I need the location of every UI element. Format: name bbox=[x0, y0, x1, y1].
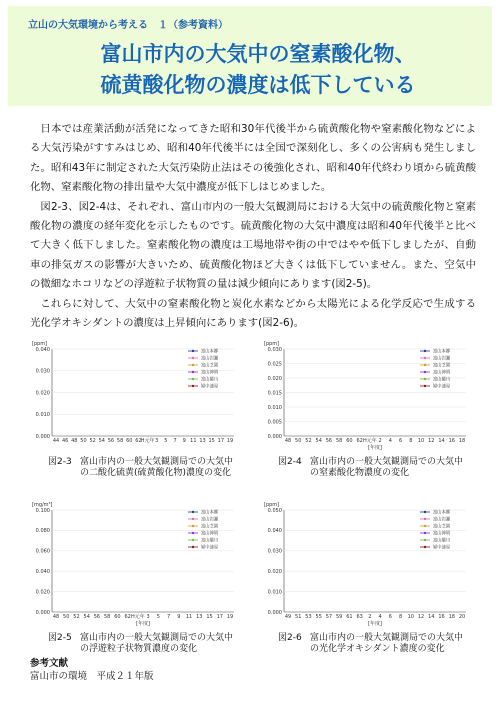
caption-line2: の光化学オキシダント濃度の変化 bbox=[310, 644, 445, 654]
legend-label: 富山岩瀬 bbox=[201, 356, 219, 362]
figure-2-6 bbox=[262, 498, 472, 628]
x-tick-label: 10 bbox=[417, 438, 425, 444]
y-tick-label: 0.000 bbox=[35, 433, 50, 440]
x-tick-label: 53 bbox=[305, 614, 312, 620]
legend-label: 富山本郷 bbox=[433, 349, 451, 355]
x-tick-label: 46 bbox=[61, 438, 69, 444]
x-tick-label: 20 bbox=[458, 614, 466, 620]
x-tick-label: 50 bbox=[295, 438, 302, 444]
legend-label: 富山岩瀬 bbox=[201, 517, 219, 523]
x-tick-label: 63 bbox=[356, 614, 363, 620]
x-tick-label: 3 bbox=[155, 438, 159, 444]
legend-label: 富山神明 bbox=[433, 531, 451, 537]
y-tick-label: 0.100 bbox=[35, 507, 50, 514]
caption-line1: 富山市内の一般大気観測局での大気中 bbox=[310, 457, 464, 467]
chart-nox bbox=[262, 337, 472, 452]
legend-label: 婦中速星 bbox=[201, 545, 219, 551]
series-kicker: 立山の大気環境から考える １（参考資料） bbox=[28, 20, 228, 31]
legend-marker bbox=[424, 350, 426, 352]
x-tick-label: 4 bbox=[378, 614, 382, 620]
legend-label: 婦中速星 bbox=[201, 384, 219, 390]
x-tick-label: 54 bbox=[83, 614, 90, 620]
x-tick-label: 54 bbox=[98, 438, 105, 444]
legend-label: 富山芝園 bbox=[201, 524, 219, 530]
x-tick-label: 57 bbox=[325, 614, 333, 620]
caption-2-3 bbox=[48, 457, 233, 479]
x-tick-label: 60 bbox=[346, 438, 353, 444]
x-tick-label: 44 bbox=[52, 438, 60, 444]
y-tick-label: 0.040 bbox=[35, 569, 50, 575]
legend-marker bbox=[424, 518, 426, 520]
legend-marker bbox=[192, 364, 194, 366]
axis-unit: [ppm] bbox=[264, 341, 280, 347]
legend-marker bbox=[192, 385, 194, 387]
legend-label: 富山芝園 bbox=[201, 363, 219, 369]
y-tick-label: 0.030 bbox=[267, 548, 282, 555]
y-tick-label: 0.020 bbox=[267, 569, 282, 575]
legend-marker bbox=[192, 518, 194, 520]
y-tick-label: 0.040 bbox=[35, 346, 50, 353]
y-tick-label: 0.005 bbox=[267, 419, 282, 426]
chart-spm bbox=[30, 498, 240, 628]
x-tick-label: 48 bbox=[284, 438, 292, 444]
legend-label: 富山岩瀬 bbox=[433, 356, 451, 362]
y-tick-label: 0.015 bbox=[267, 390, 282, 397]
legend-marker bbox=[424, 371, 426, 373]
y-tick-label: 0.050 bbox=[267, 507, 282, 514]
x-tick-label: 52 bbox=[89, 438, 96, 444]
x-tick-label: 59 bbox=[335, 614, 343, 620]
x-tick-label: 51 bbox=[295, 614, 302, 620]
y-tick-label: 0.040 bbox=[267, 528, 282, 535]
legend-label: 富山芝園 bbox=[433, 363, 451, 369]
caption-2-5 bbox=[48, 633, 233, 655]
reference-title: 参考文献 bbox=[30, 658, 69, 669]
x-tick-label: 5 bbox=[156, 614, 160, 620]
body-text bbox=[30, 120, 476, 333]
y-tick-label: 0.010 bbox=[35, 412, 50, 419]
x-tick-label: 48 bbox=[52, 614, 60, 620]
legend bbox=[188, 509, 219, 551]
x-tick-label: 60 bbox=[114, 614, 121, 620]
legend-label: 富山神明 bbox=[201, 370, 219, 376]
x-tick-label: 18 bbox=[458, 438, 466, 444]
x-tick-label: 50 bbox=[63, 614, 70, 620]
caption-number: 図2-4 bbox=[278, 457, 302, 467]
legend-marker bbox=[424, 532, 426, 534]
x-tick-label: H元年 bbox=[362, 438, 377, 444]
legend-marker bbox=[192, 525, 194, 527]
legend-marker bbox=[424, 357, 426, 359]
y-tick-label: 0.020 bbox=[267, 375, 282, 382]
figure-2-4 bbox=[262, 337, 472, 452]
y-tick-label: 0.020 bbox=[35, 390, 50, 397]
axis-unit: [ppm] bbox=[32, 341, 48, 347]
y-tick-label: 0.030 bbox=[267, 346, 282, 353]
x-axis-unit: [年度] bbox=[136, 621, 150, 627]
legend-label: 富山本郷 bbox=[201, 349, 219, 355]
x-tick-label: 60 bbox=[126, 438, 133, 444]
legend-marker bbox=[424, 525, 426, 527]
caption-line2: の二酸化硫黄(硫黄酸化物)濃度の変化 bbox=[80, 468, 232, 478]
legend-label: 富山芝園 bbox=[433, 524, 451, 530]
x-tick-label: 49 bbox=[284, 614, 292, 620]
x-tick-label: 15 bbox=[208, 438, 215, 444]
legend-label: 富山蜷川 bbox=[201, 538, 219, 544]
caption-number: 図2-5 bbox=[48, 633, 72, 643]
y-tick-label: 0.010 bbox=[267, 589, 282, 596]
reference-item: 富山市の環境 平成２１年版 bbox=[30, 671, 154, 682]
header-banner bbox=[8, 6, 492, 106]
x-tick-label: 7 bbox=[166, 614, 171, 620]
x-tick-label: 54 bbox=[315, 438, 322, 444]
legend bbox=[188, 348, 219, 390]
legend-label: 富山本郷 bbox=[201, 510, 219, 516]
chart-ox bbox=[262, 498, 472, 628]
legend-label: 富山本郷 bbox=[433, 510, 451, 516]
paragraph: 図2-3、図2-4は、それぞれ、富山市内の一般大気観測局における大気中の硫黄酸化物と窒素酸化物の濃度の経年変化を示したものです。硫黄酸化物の大気中濃度は昭和40年代後半と比べて大きく低下しました。窒素酸化物の濃度は工場地帯や街の中ではやや低下しましたが、自動車の排気ガスの影響が大きいため、硫黄酸化物ほど大きくは低下していません。また、空気中の微細なホコリなどの浮遊粒子状物質の量は減少傾向にあります(図2-5)。 bbox=[30, 200, 476, 291]
x-tick-label: 9 bbox=[177, 614, 181, 620]
caption-line1: 富山市内の一般大気観測局での大気中 bbox=[80, 457, 234, 467]
legend-marker bbox=[424, 385, 426, 387]
x-tick-label: 12 bbox=[417, 614, 425, 620]
legend-marker bbox=[192, 511, 194, 513]
x-tick-label: 16 bbox=[448, 438, 455, 444]
x-tick-label: 14 bbox=[438, 438, 445, 444]
x-tick-label: 19 bbox=[226, 438, 234, 444]
paragraph: これらに対して、大気中の窒素酸化物と炭化水素などから太陽光による化学反応で生成する光化学オキシダントの濃度は上昇傾向にあります(図2-6)。 bbox=[30, 297, 476, 330]
y-tick-label: 0.080 bbox=[35, 528, 50, 535]
caption-number: 図2-3 bbox=[48, 457, 72, 467]
legend-marker bbox=[192, 539, 194, 541]
x-tick-label: 2 bbox=[368, 614, 372, 620]
x-tick-label: 14 bbox=[428, 614, 435, 620]
x-tick-label: 13 bbox=[196, 614, 203, 620]
caption-2-4 bbox=[278, 457, 463, 479]
legend-label: 富山岩瀬 bbox=[433, 517, 451, 523]
x-tick-label: 6 bbox=[388, 614, 392, 620]
x-tick-label: 5 bbox=[164, 438, 168, 444]
legend-label: 富山蜷川 bbox=[201, 377, 219, 383]
x-tick-label: H元年 bbox=[130, 614, 145, 620]
caption-line2: の浮遊粒子状物質濃度の変化 bbox=[80, 644, 198, 654]
x-axis-unit: [年度] bbox=[368, 445, 382, 451]
legend-marker bbox=[192, 357, 194, 359]
x-tick-label: 4 bbox=[388, 438, 392, 444]
x-tick-label: 11 bbox=[185, 614, 193, 620]
axis-unit: [mg/m³] bbox=[32, 502, 53, 508]
legend bbox=[420, 348, 451, 390]
x-tick-label: 58 bbox=[335, 438, 343, 444]
x-tick-label: 2 bbox=[378, 438, 382, 444]
x-tick-label: 13 bbox=[199, 438, 206, 444]
legend-label: 婦中速星 bbox=[433, 384, 451, 390]
legend-marker bbox=[192, 546, 194, 548]
legend-marker bbox=[424, 378, 426, 380]
x-tick-label: 3 bbox=[146, 614, 150, 620]
x-tick-label: 58 bbox=[116, 438, 124, 444]
caption-line2: の窒素酸化物濃度の変化 bbox=[310, 468, 410, 478]
legend-marker bbox=[192, 350, 194, 352]
caption-line1: 富山市内の一般大気観測局での大気中 bbox=[310, 633, 464, 643]
x-tick-label: 10 bbox=[407, 614, 415, 620]
x-tick-label: 8 bbox=[398, 614, 403, 620]
x-tick-label: 52 bbox=[305, 438, 312, 444]
paragraph: 日本では産業活動が活発になってきた昭和30年代後半から硫黄酸化物や窒素酸化物などによる大気汚染がすすみはじめ、昭和40年代後半には全国で深刻化し、多くの公害病も発生しました。昭和43年に制定された大気汚染防止法はその後強化され、昭和40年代終わり頃から硫黄酸化物、窒素酸化物の排出量や大気中濃度が低下しはじめました。 bbox=[30, 123, 476, 194]
x-tick-label: 11 bbox=[190, 438, 197, 444]
x-tick-label: 56 bbox=[93, 614, 101, 620]
legend-marker bbox=[424, 539, 426, 541]
page-title-line1: 富山市内の大気中の窒素酸化物、 bbox=[100, 42, 416, 66]
x-tick-label: 62 bbox=[135, 438, 142, 444]
legend-label: 富山蜷川 bbox=[433, 538, 451, 544]
x-tick-label: 9 bbox=[182, 438, 186, 444]
legend-marker bbox=[192, 378, 194, 380]
chart-so2 bbox=[30, 337, 240, 452]
x-tick-label: 19 bbox=[226, 614, 234, 620]
legend-marker bbox=[192, 371, 194, 373]
y-tick-label: 0.010 bbox=[267, 404, 282, 411]
x-tick-label: 56 bbox=[107, 438, 115, 444]
references bbox=[30, 657, 154, 683]
x-axis-unit: [年度] bbox=[368, 621, 382, 627]
x-tick-label: 61 bbox=[346, 614, 353, 620]
x-tick-label: 15 bbox=[206, 614, 213, 620]
y-tick-label: 0.060 bbox=[35, 548, 50, 555]
x-tick-label: 62 bbox=[124, 614, 131, 620]
legend bbox=[420, 509, 451, 551]
x-tick-label: 17 bbox=[216, 614, 223, 620]
legend-label: 富山神明 bbox=[433, 370, 451, 376]
x-tick-label: 12 bbox=[428, 438, 435, 444]
legend-marker bbox=[424, 546, 426, 548]
x-tick-label: 58 bbox=[103, 614, 111, 620]
axis-unit: [ppm] bbox=[264, 502, 280, 508]
legend-label: 富山蜷川 bbox=[433, 377, 451, 383]
legend-marker bbox=[424, 364, 426, 366]
x-tick-label: 16 bbox=[438, 614, 445, 620]
x-tick-label: H元年 bbox=[140, 438, 155, 444]
legend-marker bbox=[192, 532, 194, 534]
y-tick-label: 0.030 bbox=[35, 368, 50, 375]
legend-label: 婦中速星 bbox=[433, 545, 451, 551]
x-tick-label: 62 bbox=[356, 438, 363, 444]
x-tick-label: 52 bbox=[73, 614, 80, 620]
x-tick-label: 48 bbox=[71, 438, 78, 444]
page-title-line2: 硫黄酸化物の濃度は低下している bbox=[100, 73, 416, 97]
x-tick-label: 6 bbox=[398, 438, 403, 444]
y-tick-label: 0.025 bbox=[267, 361, 282, 368]
y-tick-label: 0.020 bbox=[35, 589, 50, 596]
caption-2-6 bbox=[278, 633, 463, 655]
legend-marker bbox=[424, 511, 426, 513]
x-tick-label: 8 bbox=[409, 438, 413, 444]
x-tick-label: 50 bbox=[80, 438, 87, 444]
x-tick-label: 56 bbox=[325, 438, 333, 444]
figure-2-5 bbox=[30, 498, 240, 628]
figure-2-3 bbox=[30, 337, 240, 452]
x-tick-label: 7 bbox=[173, 438, 177, 444]
x-tick-label: 55 bbox=[315, 614, 322, 620]
x-tick-label: 18 bbox=[448, 614, 455, 620]
y-tick-label: 0.000 bbox=[267, 433, 282, 440]
y-tick-label: 0.000 bbox=[35, 609, 50, 616]
legend-label: 富山神明 bbox=[201, 531, 219, 537]
caption-number: 図2-6 bbox=[278, 633, 302, 643]
y-tick-label: 0.000 bbox=[267, 609, 282, 616]
caption-line1: 富山市内の一般大気観測局での大気中 bbox=[80, 633, 234, 643]
x-tick-label: 17 bbox=[217, 438, 225, 444]
